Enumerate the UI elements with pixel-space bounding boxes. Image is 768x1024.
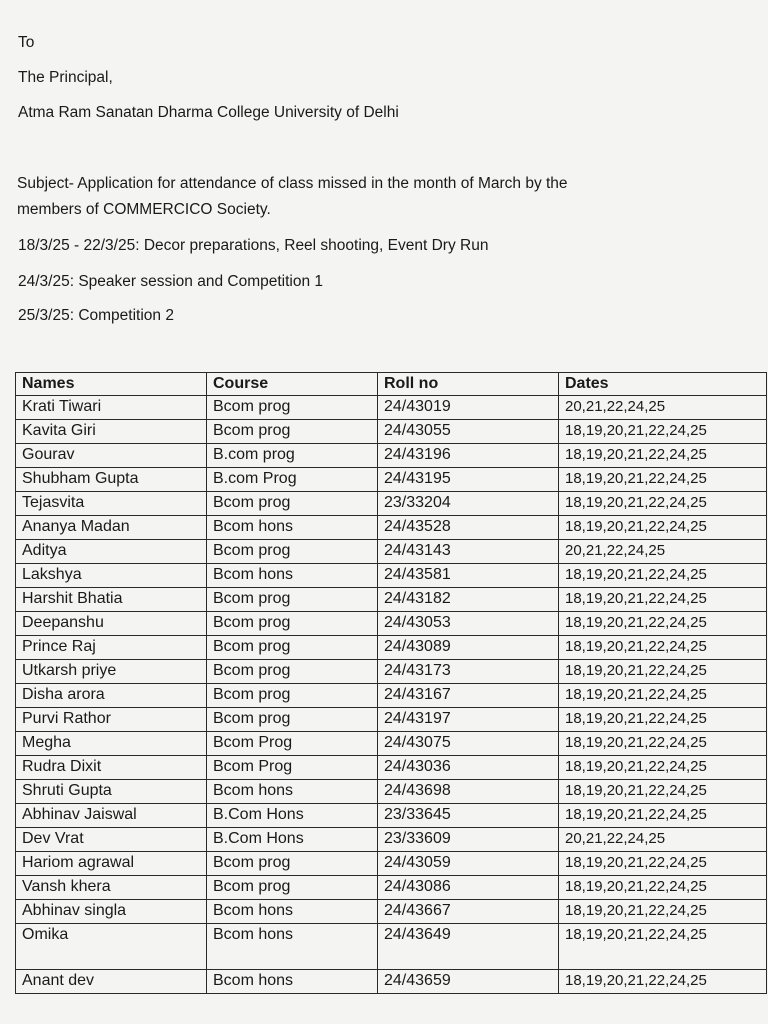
cell-dates: 18,19,20,21,22,24,25 — [559, 780, 767, 804]
cell-name: Krati Tiwari — [16, 396, 207, 420]
cell-course: Bcom Prog — [207, 732, 378, 756]
header-roll-no: Roll no — [378, 373, 559, 396]
letter-college: Atma Ram Sanatan Dharma College University of Delhi — [18, 104, 399, 121]
table-row — [16, 516, 767, 540]
cell-course: Bcom prog — [207, 588, 378, 612]
cell-name: Omika — [16, 924, 207, 970]
cell-dates: 18,19,20,21,22,24,25 — [559, 852, 767, 876]
table-row — [16, 852, 767, 876]
cell-roll: 24/43059 — [378, 852, 559, 876]
cell-roll: 24/43195 — [378, 468, 559, 492]
cell-dates: 20,21,22,24,25 — [559, 396, 767, 420]
cell-course: B.com prog — [207, 444, 378, 468]
table-row — [16, 564, 767, 588]
cell-roll: 24/43698 — [378, 780, 559, 804]
table-row — [16, 900, 767, 924]
table-row — [16, 804, 767, 828]
cell-dates: 18,19,20,21,22,24,25 — [559, 756, 767, 780]
cell-name: Purvi Rathor — [16, 708, 207, 732]
cell-roll: 23/33204 — [378, 492, 559, 516]
cell-dates: 18,19,20,21,22,24,25 — [559, 444, 767, 468]
cell-name: Hariom agrawal — [16, 852, 207, 876]
cell-roll: 24/43167 — [378, 684, 559, 708]
cell-roll: 24/43086 — [378, 876, 559, 900]
table-row — [16, 732, 767, 756]
cell-name: Gourav — [16, 444, 207, 468]
cell-roll: 24/43055 — [378, 420, 559, 444]
cell-course: Bcom prog — [207, 660, 378, 684]
cell-dates: 18,19,20,21,22,24,25 — [559, 900, 767, 924]
cell-roll: 24/43075 — [378, 732, 559, 756]
cell-dates: 20,21,22,24,25 — [559, 540, 767, 564]
table-row — [16, 684, 767, 708]
cell-course: Bcom hons — [207, 780, 378, 804]
cell-roll: 23/33609 — [378, 828, 559, 852]
cell-dates: 18,19,20,21,22,24,25 — [559, 732, 767, 756]
cell-course: Bcom prog — [207, 396, 378, 420]
cell-roll: 24/43649 — [378, 924, 559, 970]
cell-name: Ananya Madan — [16, 516, 207, 540]
cell-dates: 18,19,20,21,22,24,25 — [559, 420, 767, 444]
cell-dates: 18,19,20,21,22,24,25 — [559, 588, 767, 612]
cell-roll: 24/43196 — [378, 444, 559, 468]
cell-course: B.Com Hons — [207, 828, 378, 852]
cell-course: Bcom Prog — [207, 756, 378, 780]
cell-dates: 18,19,20,21,22,24,25 — [559, 804, 767, 828]
cell-course: Bcom prog — [207, 708, 378, 732]
cell-dates: 18,19,20,21,22,24,25 — [559, 684, 767, 708]
cell-dates: 18,19,20,21,22,24,25 — [559, 492, 767, 516]
table-row — [16, 924, 767, 970]
table-row — [16, 780, 767, 804]
cell-dates: 18,19,20,21,22,24,25 — [559, 970, 767, 994]
cell-course: Bcom prog — [207, 684, 378, 708]
cell-course: Bcom hons — [207, 564, 378, 588]
cell-course: Bcom hons — [207, 924, 378, 970]
cell-roll: 24/43197 — [378, 708, 559, 732]
table-row — [16, 828, 767, 852]
cell-dates: 18,19,20,21,22,24,25 — [559, 564, 767, 588]
table-row — [16, 468, 767, 492]
cell-name: Prince Raj — [16, 636, 207, 660]
table-header-row — [16, 373, 767, 396]
cell-dates: 20,21,22,24,25 — [559, 828, 767, 852]
table-row — [16, 970, 767, 994]
cell-course: Bcom hons — [207, 900, 378, 924]
cell-roll: 24/43019 — [378, 396, 559, 420]
cell-course: Bcom prog — [207, 420, 378, 444]
cell-name: Lakshya — [16, 564, 207, 588]
cell-dates: 18,19,20,21,22,24,25 — [559, 708, 767, 732]
table-row — [16, 492, 767, 516]
header-course: Course — [207, 373, 378, 396]
cell-name: Kavita Giri — [16, 420, 207, 444]
letter-subject-line2: members of COMMERCICO Society. — [17, 201, 271, 218]
cell-roll: 24/43143 — [378, 540, 559, 564]
cell-dates: 18,19,20,21,22,24,25 — [559, 876, 767, 900]
table-row — [16, 660, 767, 684]
cell-name: Harshit Bhatia — [16, 588, 207, 612]
cell-name: Anant dev — [16, 970, 207, 994]
cell-name: Vansh khera — [16, 876, 207, 900]
cell-dates: 18,19,20,21,22,24,25 — [559, 468, 767, 492]
cell-name: Abhinav singla — [16, 900, 207, 924]
cell-course: Bcom prog — [207, 852, 378, 876]
cell-roll: 24/43667 — [378, 900, 559, 924]
cell-dates: 18,19,20,21,22,24,25 — [559, 636, 767, 660]
cell-dates: 18,19,20,21,22,24,25 — [559, 660, 767, 684]
cell-course: Bcom prog — [207, 876, 378, 900]
cell-dates: 18,19,20,21,22,24,25 — [559, 924, 767, 970]
cell-roll: 24/43053 — [378, 612, 559, 636]
table-row — [16, 876, 767, 900]
table-body — [16, 396, 767, 994]
event-line-3: 25/3/25: Competition 2 — [18, 307, 174, 324]
cell-dates: 18,19,20,21,22,24,25 — [559, 516, 767, 540]
table-row — [16, 396, 767, 420]
cell-roll: 24/43528 — [378, 516, 559, 540]
cell-course: Bcom prog — [207, 612, 378, 636]
table-row — [16, 708, 767, 732]
cell-roll: 24/43581 — [378, 564, 559, 588]
cell-name: Megha — [16, 732, 207, 756]
event-line-1: 18/3/25 - 22/3/25: Decor preparations, Reel shooting, Event Dry Run — [18, 237, 489, 254]
cell-course: Bcom hons — [207, 516, 378, 540]
cell-dates: 18,19,20,21,22,24,25 — [559, 612, 767, 636]
cell-name: Utkarsh priye — [16, 660, 207, 684]
table-row — [16, 756, 767, 780]
header-dates: Dates — [559, 373, 767, 396]
table-row — [16, 636, 767, 660]
cell-roll: 24/43659 — [378, 970, 559, 994]
cell-roll: 24/43173 — [378, 660, 559, 684]
table-row — [16, 612, 767, 636]
cell-name: Aditya — [16, 540, 207, 564]
table-row — [16, 420, 767, 444]
event-line-2: 24/3/25: Speaker session and Competition 1 — [18, 273, 324, 290]
cell-name: Tejasvita — [16, 492, 207, 516]
cell-course: Bcom prog — [207, 540, 378, 564]
cell-roll: 24/43036 — [378, 756, 559, 780]
cell-name: Shubham Gupta — [16, 468, 207, 492]
table-row — [16, 444, 767, 468]
attendance-table — [15, 372, 767, 994]
letter-subject-line1: Subject- Application for attendance of class missed in the month of March by the — [17, 175, 568, 192]
table-row — [16, 540, 767, 564]
cell-name: Deepanshu — [16, 612, 207, 636]
cell-roll: 24/43089 — [378, 636, 559, 660]
cell-roll: 24/43182 — [378, 588, 559, 612]
cell-name: Rudra Dixit — [16, 756, 207, 780]
letter-addressee: The Principal, — [18, 69, 113, 86]
cell-course: B.Com Hons — [207, 804, 378, 828]
cell-course: B.com Prog — [207, 468, 378, 492]
cell-course: Bcom prog — [207, 636, 378, 660]
cell-course: Bcom prog — [207, 492, 378, 516]
cell-roll: 23/33645 — [378, 804, 559, 828]
letter-to: To — [18, 34, 35, 51]
header-names: Names — [16, 373, 207, 396]
cell-name: Disha arora — [16, 684, 207, 708]
cell-name: Dev Vrat — [16, 828, 207, 852]
table-row — [16, 588, 767, 612]
cell-name: Shruti Gupta — [16, 780, 207, 804]
cell-course: Bcom hons — [207, 970, 378, 994]
cell-name: Abhinav Jaiswal — [16, 804, 207, 828]
